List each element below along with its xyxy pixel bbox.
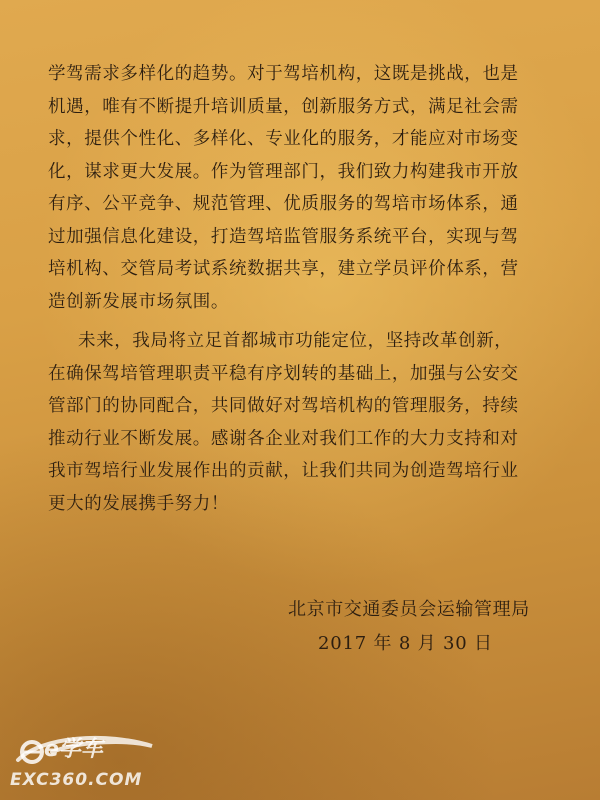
letter-body [48,58,568,520]
text-line: 过加强信息化建设，打造驾培监管服务系统平台，实现与驾 [48,226,519,247]
text-line: 学驾需求多样化的趋势。对于驾培机构，这既是挑战，也是 [48,64,519,84]
text-line: 管部门的协同配合，共同做好对驾培机构的管理服务，持续 [48,396,519,416]
signature-block [288,593,588,661]
watermark-logo-text: e学车 [44,737,103,762]
text-line: 在确保驾培管理职责平稳有序划转的基础上，加强与公安交 [48,363,519,384]
text-line: 造创新发展市场氛围。 [48,291,229,312]
watermark [8,730,208,790]
text-line: 更大的发展携手努力！ [48,493,229,514]
text-line: 培机构、交管局考试系统数据共享，建立学员评价体系，营 [48,259,519,279]
text-line: 求，提供个性化、多样化、专业化的服务，才能应对市场变 [48,129,519,149]
text-line: 未来，我局将立足首都城市功能定位，坚持改革创新， [78,331,513,351]
text-line: 我市驾培行业发展作出的贡献，让我们共同为创造驾培行业 [48,461,519,481]
text-line: 化，谋求更大发展。作为管理部门，我们致力构建我市开放 [48,161,519,182]
text-line: 推动行业不断发展。感谢各企业对我们工作的大力支持和对 [48,428,519,449]
watermark-url: EXC360.COM [10,770,143,790]
paragraph-1 [48,58,568,318]
text-line: 机遇，唯有不断提升培训质量，创新服务方式，满足社会需 [48,96,519,117]
paragraph-2 [48,325,568,520]
signature-organization: 北京市交通委员会运输管理局 [288,599,530,620]
signature-date: 2017 年 8 月 30 日 [318,633,493,654]
text-line: 有序、公平竞争、规范管理、优质服务的驾培市场体系，通 [48,194,519,214]
